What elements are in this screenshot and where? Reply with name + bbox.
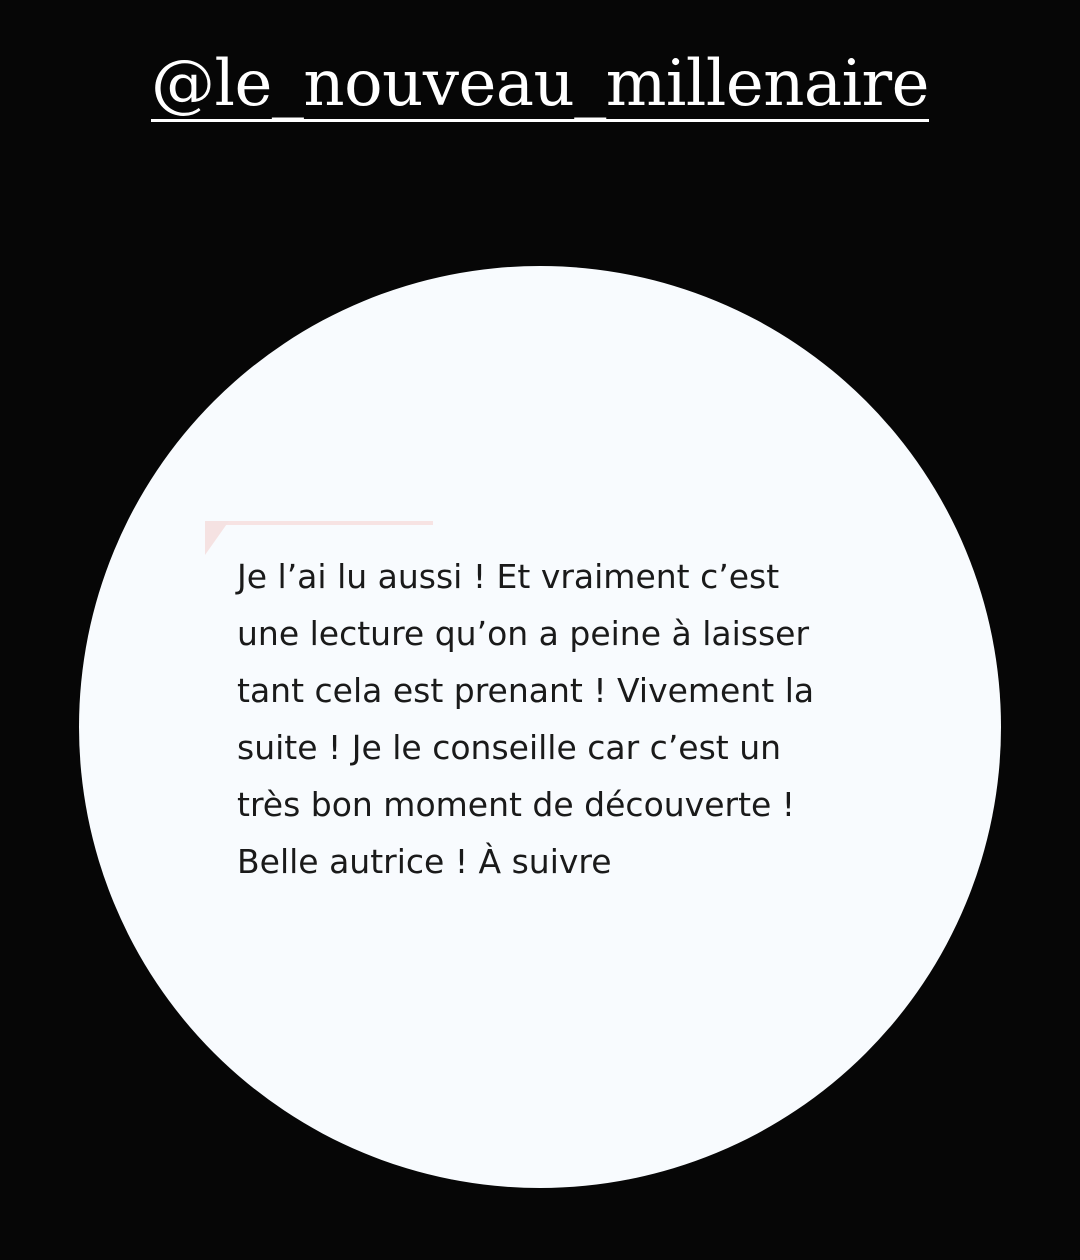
- message-accent-corner: [205, 521, 229, 555]
- message-line: Je l’ai lu aussi ! Et vraiment c’est: [237, 557, 780, 596]
- message-accent-bar: [205, 521, 433, 525]
- username-mention[interactable]: [0, 44, 1080, 124]
- message-line: tant cela est prenant ! Vivement la: [237, 671, 815, 710]
- message-line: suite ! Je le conseille car c’est un: [237, 728, 782, 767]
- username-text[interactable]: @le_nouveau_millenaire: [151, 47, 929, 121]
- quoted-message-bubble: [79, 266, 1001, 1188]
- message-text: [237, 548, 937, 890]
- message-line: Belle autrice ! À suivre: [237, 842, 612, 881]
- message-line: très bon moment de découverte !: [237, 785, 796, 824]
- message-line: une lecture qu’on a peine à laisser: [237, 614, 810, 653]
